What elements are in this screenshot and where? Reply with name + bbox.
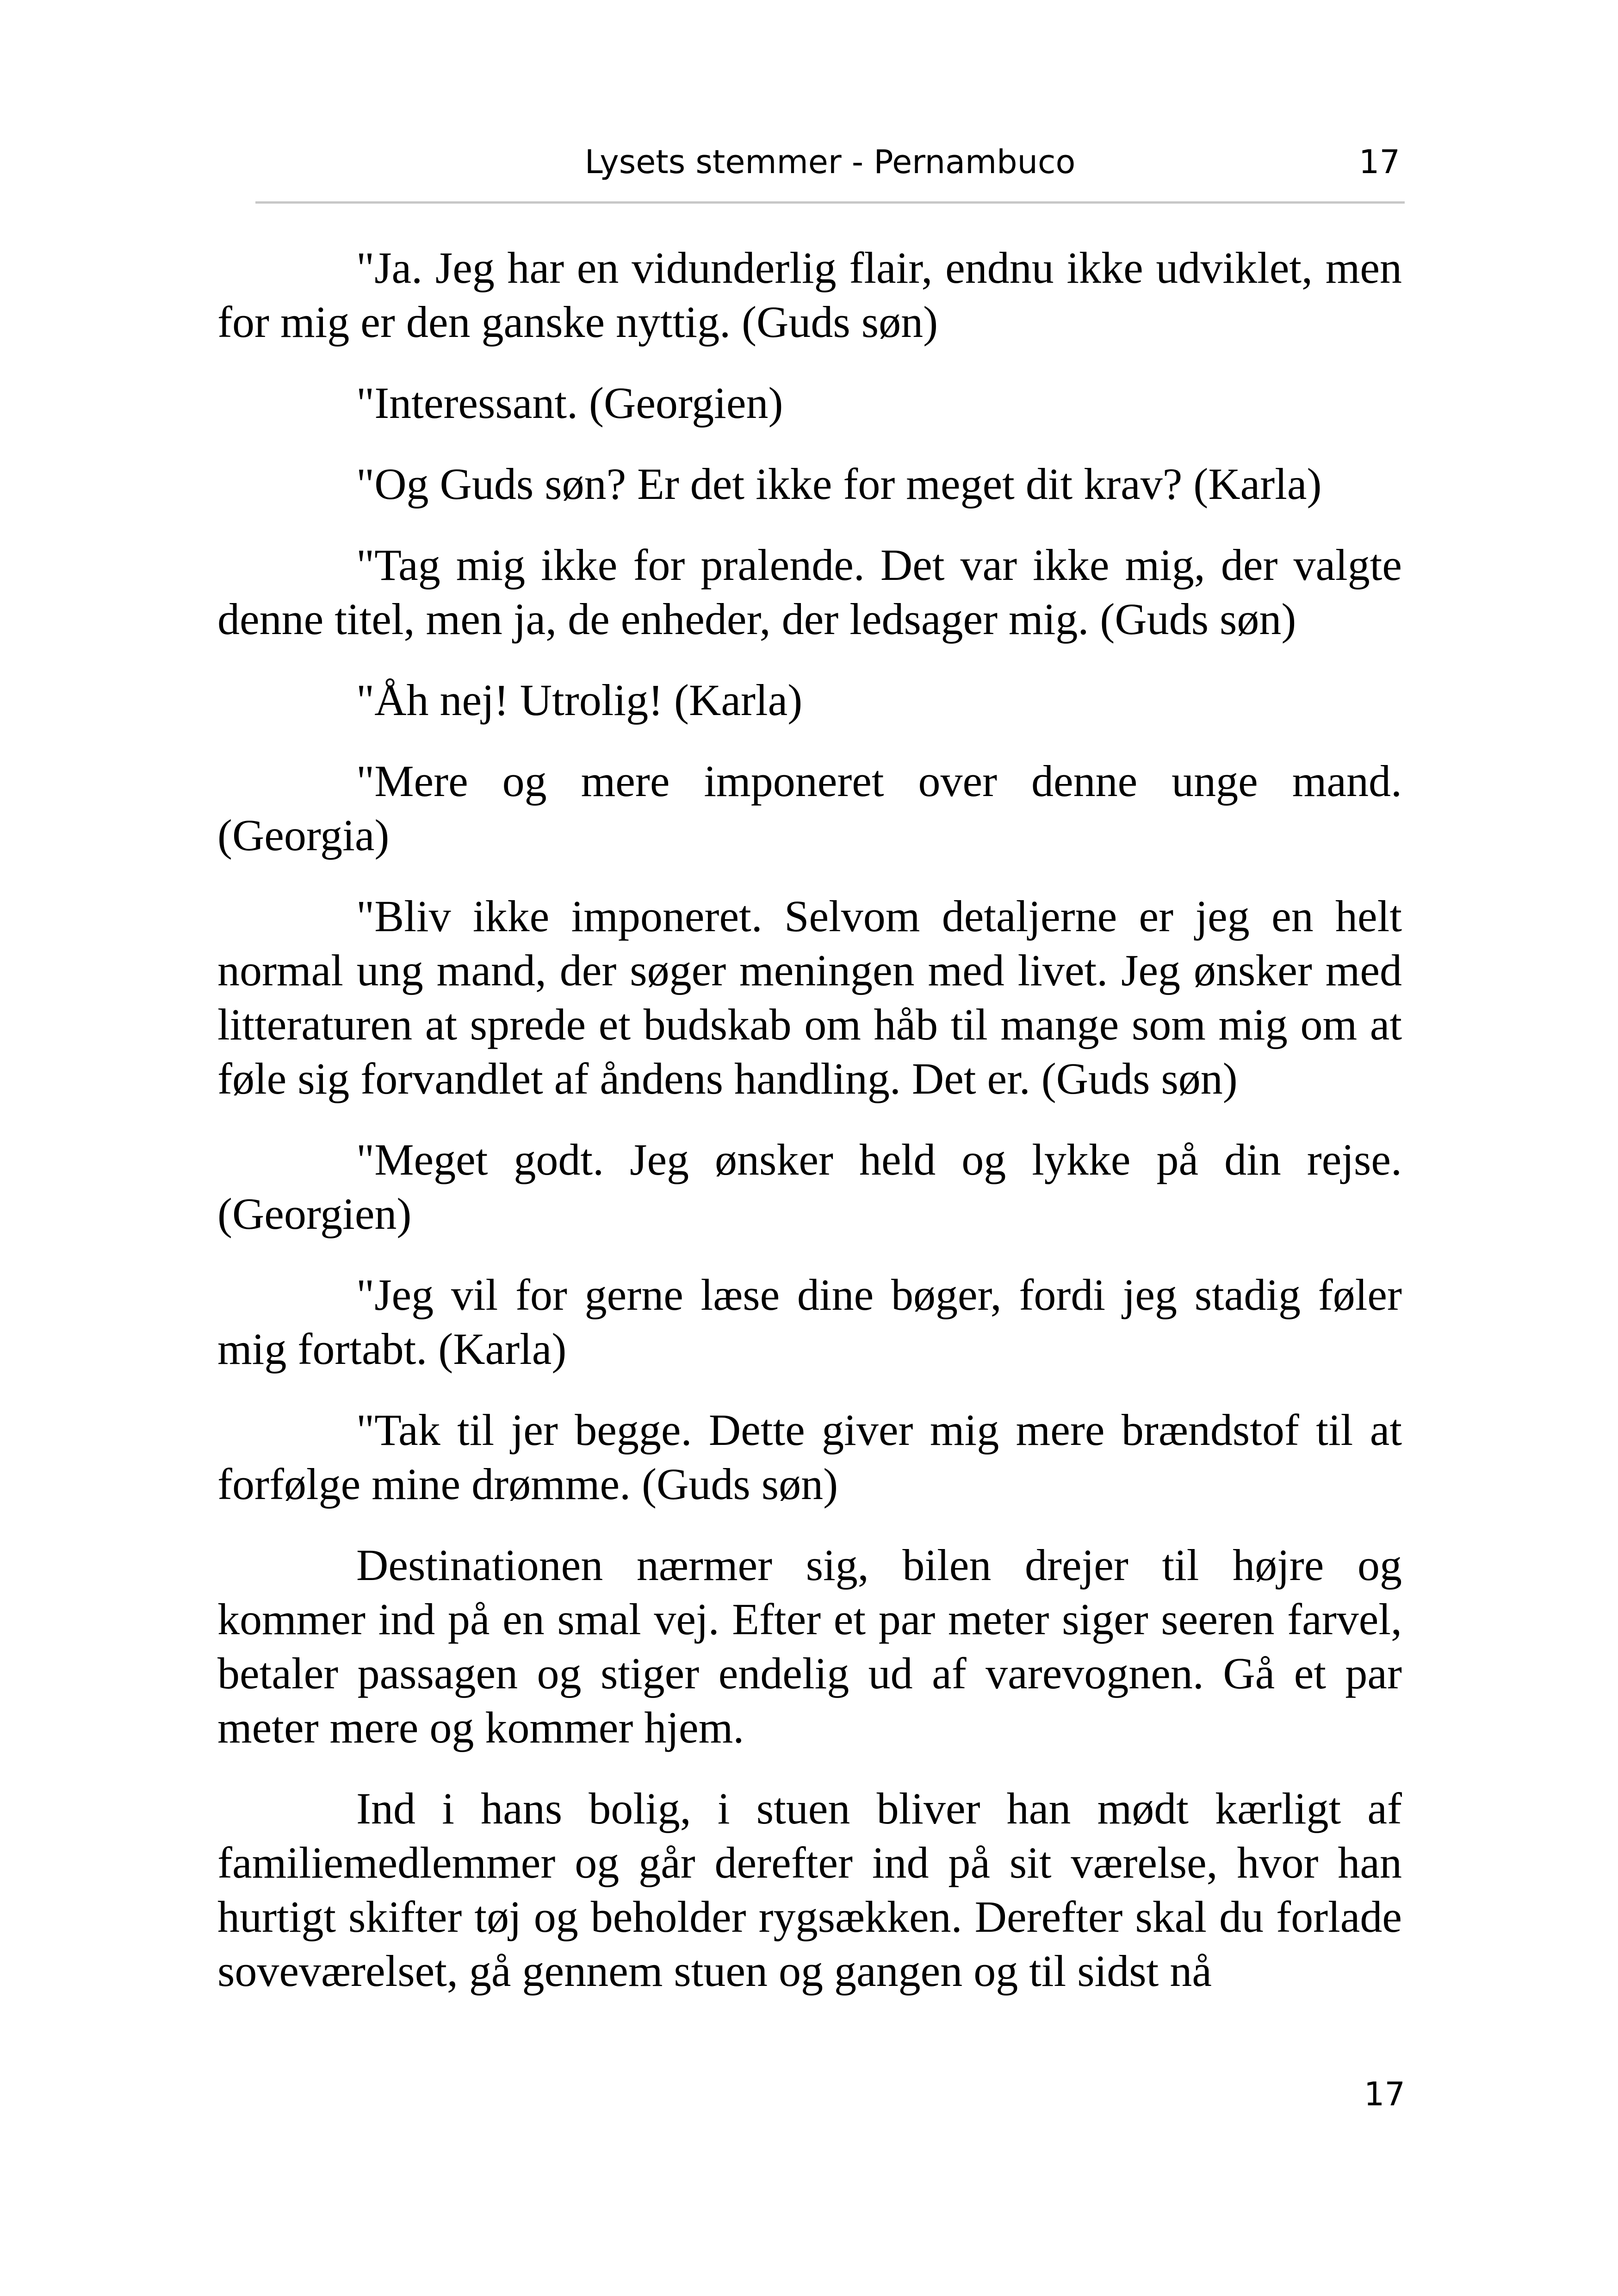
paragraph: "Tak til jer begge. Dette giver mig mere brændstof til at forfølge mine drømme. (Guds søn) [217,1405,1402,1509]
paragraph: Ind i hans bolig, i stuen bliver han mødt kærligt af familiemedlemmer og går derefter ind på sit værelse, hvor han hurtigt skifter tøj og beholder rygsækken. Derefter skal du forlade soveværelset, gå gennem stuen og gangen og til sidst nå [217,1784,1402,1996]
body-text [217,241,1402,2025]
paragraph: "Jeg vil for gerne læse dine bøger, fordi jeg stadig føler mig fortabt. (Karla) [217,1270,1402,1374]
header-page-number: 17 [1358,143,1400,181]
paragraph: "Ja. Jeg har en vidunderlig flair, endnu ikke udviklet, men for mig er den ganske nyttig. (Guds søn) [217,243,1402,347]
paragraph: "Interessant. (Georgien) [356,378,783,428]
paragraph: "Bliv ikke imponeret. Selvom detaljerne er jeg en helt normal ung mand, der søger meningen med livet. Jeg ønsker med litteraturen at sprede et budskab om håb til mange som mig om at føle sig forvandlet af åndens handling. Det er. (Guds søn) [217,891,1402,1103]
footer-page-number: 17 [1364,2075,1405,2113]
paragraph: "Tag mig ikke for pralende. Det var ikke mig, der valgte denne titel, men ja, de enheder, der ledsager mig. (Guds søn) [217,540,1402,644]
paragraph: "Meget godt. Jeg ønsker held og lykke på din rejse. (Georgien) [217,1135,1402,1238]
header-title: Lysets stemmer - Pernambuco [584,143,1076,181]
paragraph: "Mere og mere imponeret over denne unge mand. (Georgia) [217,756,1402,860]
running-header [255,134,1405,204]
paragraph: Destinationen nærmer sig, bilen drejer til højre og kommer ind på en smal vej. Efter et par meter siger seeren farvel, betaler passagen og stiger endelig ud af varevognen. Gå et par meter mere og kommer hjem. [217,1540,1402,1752]
paragraph: "Og Guds søn? Er det ikke for meget dit krav? (Karla) [356,459,1322,509]
paragraph: "Åh nej! Utrolig! (Karla) [356,675,803,725]
